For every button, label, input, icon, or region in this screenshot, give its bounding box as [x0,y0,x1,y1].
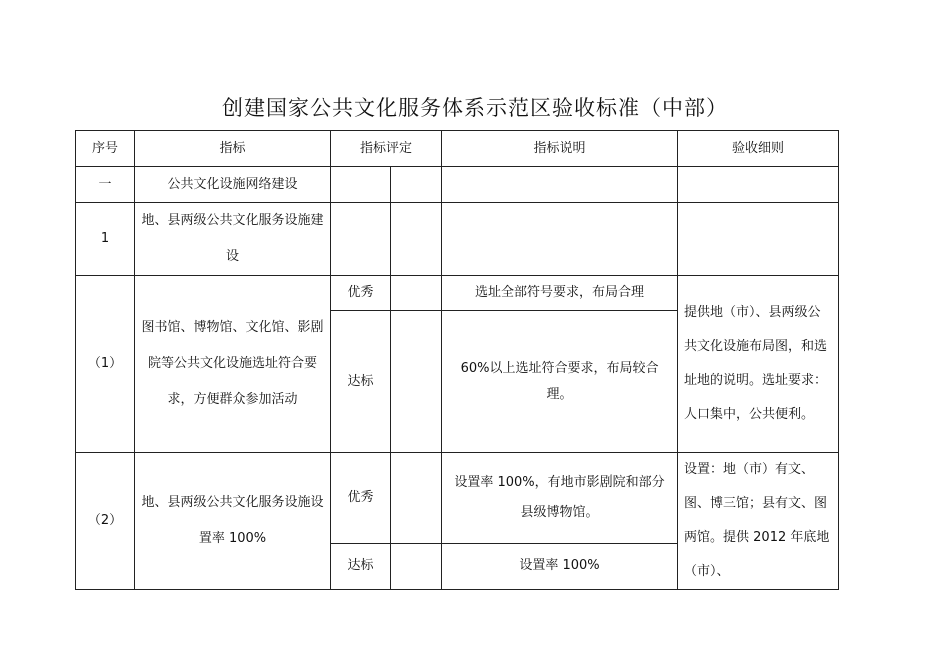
header-seq: 序号 [76,131,135,167]
row-indicator: 图书馆、博物馆、文化馆、影剧院等公共文化设施选址符合要求，方便群众参加活动 [135,276,331,453]
table-row [76,276,839,311]
row-description-empty [442,167,678,203]
row-seq: 一 [76,167,135,203]
grade-score-empty [391,543,442,589]
row-score-empty [391,203,442,276]
grade-description: 设置率 100%，有地市影剧院和部分县级博物馆。 [442,453,678,544]
row-grade-empty [331,203,391,276]
grade-description: 选址全部符号要求，布局合理 [442,276,678,311]
header-description: 指标说明 [442,131,678,167]
table-row [76,453,839,544]
grade-description: 设置率 100% [442,543,678,589]
grade-level: 达标 [331,543,391,589]
standards-table [75,130,839,590]
table-row [76,167,839,203]
header-indicator: 指标 [135,131,331,167]
row-rules-empty [678,167,839,203]
row-seq: 1 [76,203,135,276]
grade-score-empty [391,311,442,453]
grade-score-empty [391,453,442,544]
row-description-empty [442,203,678,276]
grade-description: 60%以上选址符合要求，布局较合理。 [442,311,678,453]
row-rules: 设置：地（市）有文、图、博三馆；县有文、图两馆。提供 2012 年底地（市）、 [678,453,839,590]
row-grade-empty [331,167,391,203]
row-rules-empty [678,203,839,276]
row-indicator: 地、县两级公共文化服务设施建设 [135,203,331,276]
grade-score-empty [391,276,442,311]
header-evaluation: 指标评定 [331,131,442,167]
row-seq: （2） [76,453,135,590]
table-header-row [76,131,839,167]
row-score-empty [391,167,442,203]
row-indicator: 地、县两级公共文化服务设施设置率 100% [135,453,331,590]
header-rules: 验收细则 [678,131,839,167]
grade-level: 优秀 [331,453,391,544]
grade-level: 达标 [331,311,391,453]
row-rules: 提供地（市）、县两级公共文化设施布局图，和选址地的说明。选址要求：人口集中，公共便利。 [678,276,839,453]
grade-level: 优秀 [331,276,391,311]
row-indicator: 公共文化设施网络建设 [135,167,331,203]
row-seq: （1） [76,276,135,453]
table-row [76,203,839,276]
page-title: 创建国家公共文化服务体系示范区验收标准（中部） [222,96,728,120]
